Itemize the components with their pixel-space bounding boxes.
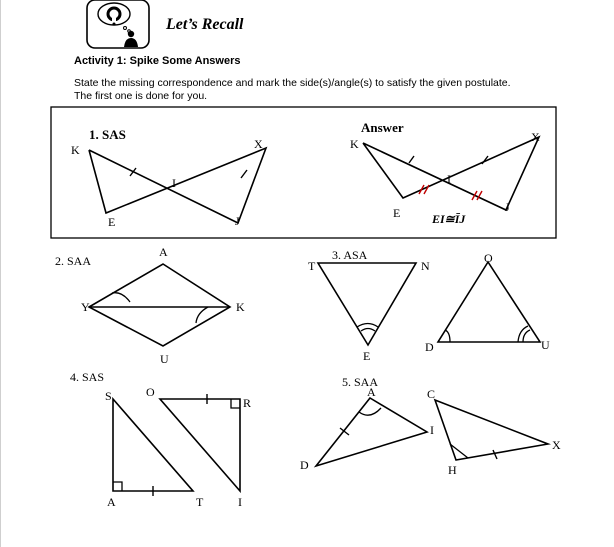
answer-equation: EI≅ĪJ	[432, 212, 466, 226]
instruction-line-2: The first one is done for you.	[74, 90, 208, 102]
answer-figure	[363, 137, 539, 210]
vertex-i: I	[172, 176, 176, 190]
answer-vertex-e: E	[393, 206, 401, 220]
instruction-line-1: State the missing correspondence and mark the side(s)/angle(s) to satisfy the given postulate.	[74, 77, 511, 89]
problem-4-vertex-a: A	[107, 495, 116, 509]
lets-recall-title: Let’s Recall	[166, 16, 244, 33]
problem-2-vertex-a: A	[159, 245, 168, 259]
problem-4-vertex-o: O	[146, 385, 155, 399]
problem-3-vertex-t: T	[308, 259, 316, 273]
activity-title: Activity 1: Spike Some Answers	[74, 55, 241, 67]
example-label: 1. SAS	[89, 127, 126, 142]
problem-2-label: 2. SAA	[55, 254, 92, 268]
problem-4-vertex-s: S	[105, 389, 112, 403]
problem-3-vertex-n: N	[421, 259, 430, 273]
problem-5-label: 5. SAA	[342, 375, 379, 389]
vertex-j: J	[235, 214, 240, 228]
answer-vertex-x: X	[531, 130, 540, 144]
problem-4-vertex-t: T	[196, 495, 204, 509]
problem-5-vertex-a: A	[367, 385, 376, 399]
problem-5-vertex-h: H	[448, 463, 457, 477]
vertex-k: K	[71, 143, 80, 157]
problem-4-label: 4. SAS	[70, 370, 105, 384]
problem-5-vertex-d: D	[300, 458, 309, 472]
vertex-x: X	[254, 137, 263, 151]
problem-2-vertex-k: K	[236, 300, 245, 314]
example-box	[51, 107, 556, 238]
problem-3-vertex-e: E	[363, 349, 371, 363]
answer-vertex-i: I	[447, 172, 451, 186]
problem-4-vertex-i: I	[238, 495, 242, 509]
problem-4-vertex-r: R	[243, 396, 252, 410]
problem-3-label: 3. ASA	[332, 248, 368, 262]
problem-5-vertex-x: X	[552, 438, 561, 452]
problem-5-vertex-c: C	[427, 387, 436, 401]
problem-5-vertex-i: I	[430, 423, 434, 437]
answer-label: Answer	[361, 120, 404, 135]
example-figure	[89, 148, 266, 223]
problem-2-vertex-y: Y	[81, 300, 90, 314]
problem-3-figure	[318, 262, 540, 345]
problem-4-figure	[113, 394, 240, 496]
answer-vertex-k: K	[350, 137, 359, 151]
problem-3-vertex-o: O	[484, 251, 493, 265]
problem-3-vertex-u: U	[541, 338, 550, 352]
answer-vertex-j: J	[505, 200, 510, 214]
problem-2-figure	[89, 264, 230, 346]
problem-3-vertex-d: D	[425, 340, 434, 354]
vertex-e: E	[108, 215, 116, 229]
problem-2-vertex-u: U	[160, 352, 169, 366]
